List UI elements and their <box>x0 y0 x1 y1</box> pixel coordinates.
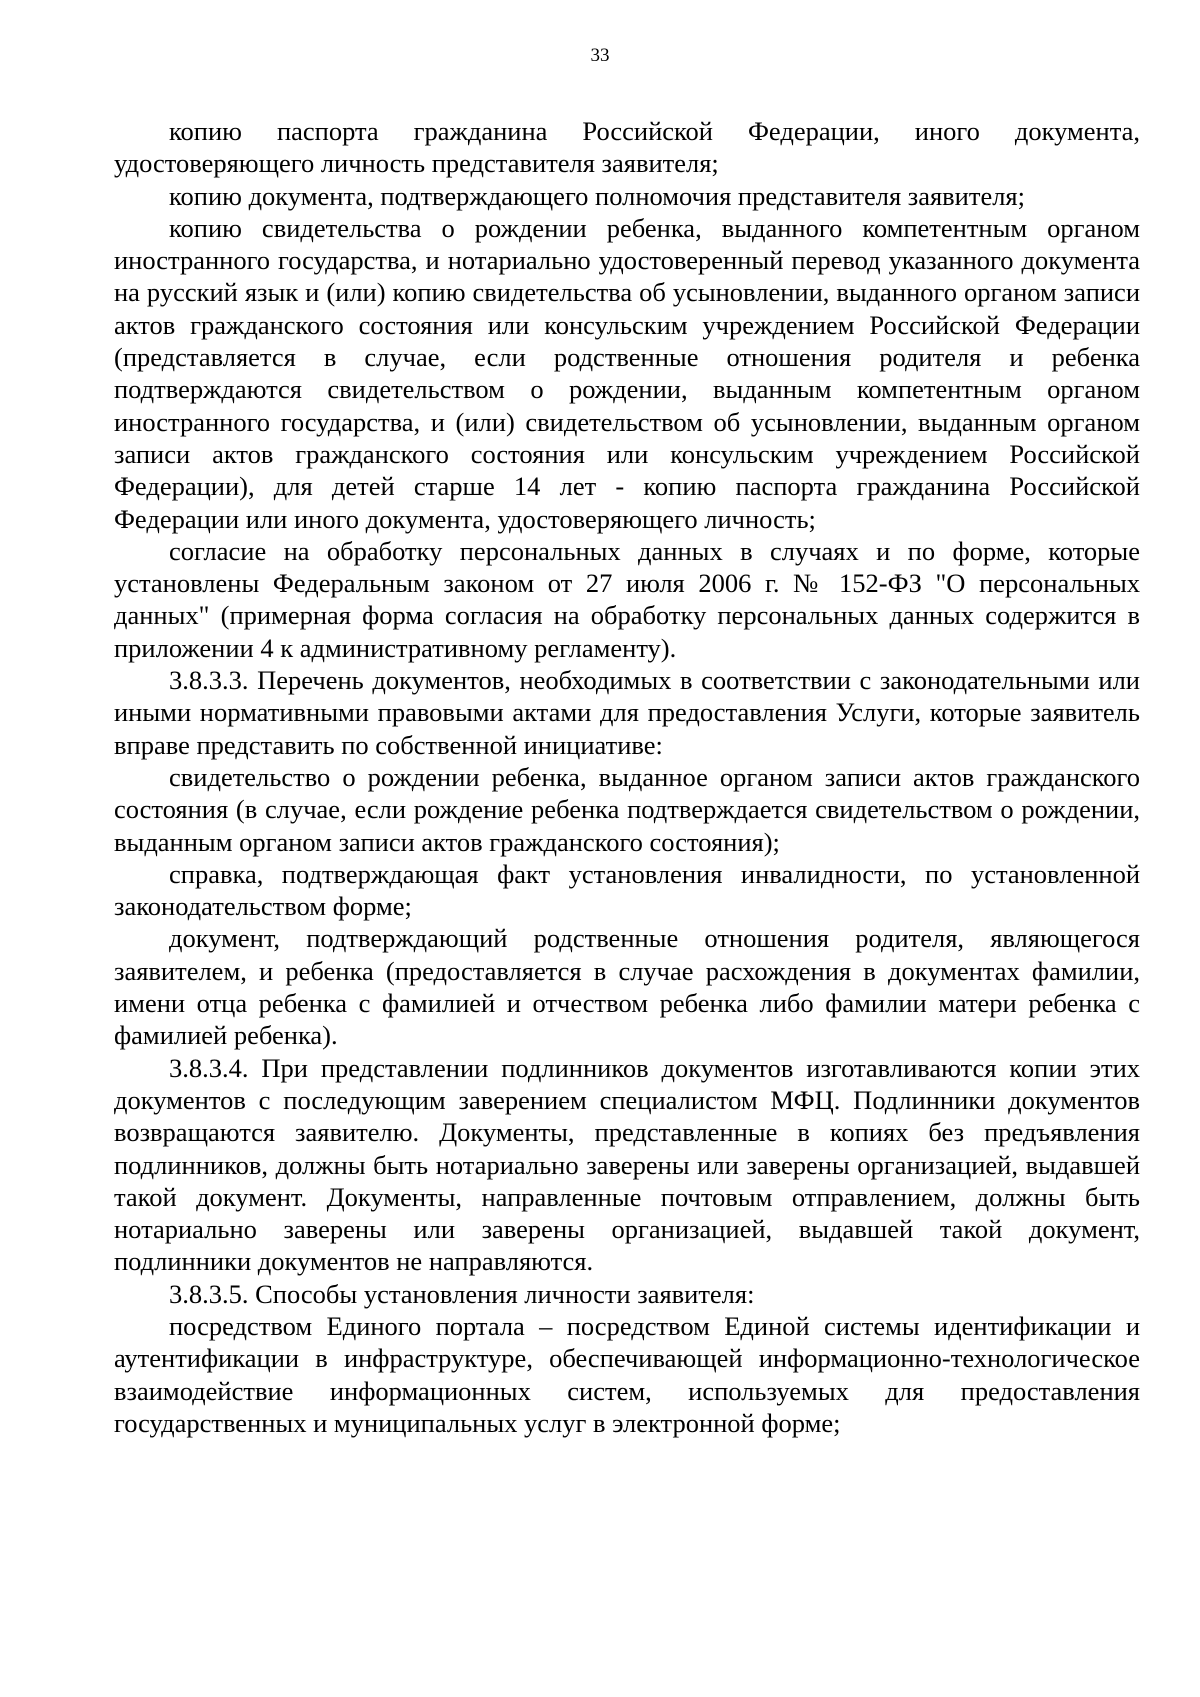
paragraph-disability-certificate: справка, подтверждающая факт установления инвалидности, по установленной законодательством форме; <box>114 858 1140 922</box>
paragraph-representative-authority: копию документа, подтверждающего полномочия представителя заявителя; <box>169 180 1025 211</box>
paragraph-unified-portal-identification: посредством Единого портала – посредством Единой системы идентификации и аутентификации в инфраструктуре, обеспечивающей информационно-технологическое взаимодействие информационных систем, используемых для предоставления государственных и муниципальных услуг в электронной форме; <box>114 1310 1140 1438</box>
paragraph-section-3-8-3-3: 3.8.3.3. Перечень документов, необходимых в соответствии с законодательными или иными нормативными правовыми актами для предоставления Услуги, которые заявитель вправе представить по собственной инициативе: <box>114 665 1140 760</box>
paragraph-personal-data-consent: согласие на обработку персональных данных в случаях и по форме, которые установлены Федеральным законом от 27 июля 2006 г. № 152-ФЗ "О персональных данных" (примерная форма согласия на обработку персональных данных содержится в приложении 4 к административному регламенту). <box>114 535 1140 663</box>
paragraph-representative-passport: копию паспорта гражданина Российской Федерации, иного документа, удостоверяющего личность представителя заявителя; <box>114 116 1140 179</box>
document-body <box>114 115 1140 1439</box>
paragraph-birth-certificate: свидетельство о рождении ребенка, выданное органом записи актов гражданского состояния (в случае, если рождение ребенка подтверждается свидетельством о рождении, выданным органом записи актов гражданского состояния); <box>114 761 1140 857</box>
page-number: 33 <box>590 45 610 66</box>
paragraph-section-3-8-3-5: 3.8.3.5. Способы установления личности заявителя: <box>169 1278 755 1309</box>
paragraph-kinship-document: документ, подтверждающий родственные отношения родителя, являющегося заявителем, и ребенка (предоставляется в случае расхождения в документах фамилии, имени отца ребенка с фамилией и отчеством ребенка либо фамилии матери ребенка с фамилией ребенка). <box>114 923 1140 1051</box>
paragraph-foreign-birth-certificate: копию свидетельства о рождении ребенка, выданного компетентным органом иностранного государства, и нотариально удостоверенный перевод указанного документа на русский язык и (или) копию свидетельства об усыновлении, выданного органом записи актов гражданского состояния или консульским учреждением Российской Федерации (представляется в случае, если родственные отношения родителя и ребенка подтверждаются свидетельством о рождении, выданным компетентным органом иностранного государства, и (или) свидетельством об усыновлении, выданным органом записи актов гражданского состояния или консульским учреждением Российской Федерации), для детей старше 14 лет - копию паспорта гражданина Российской Федерации или иного документа, удостоверяющего личность; <box>114 212 1140 534</box>
paragraph-section-3-8-3-4: 3.8.3.4. При представлении подлинников документов изготавливаются копии этих документов с последующим заверением специалистом МФЦ. Подлинники документов возвращаются заявителю. Документы, представленные в копиях без предъявления подлинников, должны быть нотариально заверены или заверены организацией, выдавшей такой документ. Документы, направленные почтовым отправлением, должны быть нотариально заверены или заверены организацией, выдавшей такой документ, подлинники документов не направляются. <box>114 1052 1140 1277</box>
